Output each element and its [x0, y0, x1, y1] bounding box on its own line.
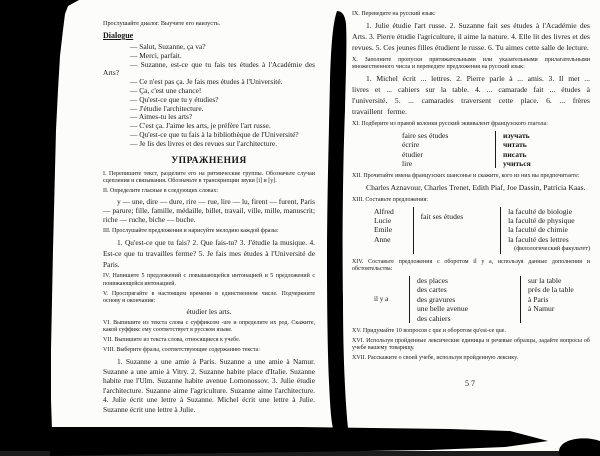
exercise-12-body: Charles Aznavour, Charles Trenet, Edith Piaf, Joe Dassin, Patricia Kaas. [366, 183, 586, 193]
table-cell: la faculté de chimie [508, 225, 568, 235]
book-spine-shadow [327, 11, 348, 433]
table-cell: la faculté des lettres [508, 234, 569, 244]
exercise-3-body: 1. Qu'est-ce que tu fais? 2. Que fais-tu? 3. J'étudie la musique. 4. Est-ce que tu travailles ferme? 5. Je fais mes études à l'Université de Paris. [103, 238, 315, 270]
table-cell: Lucie [374, 216, 392, 226]
exercise-5-body: étudier les arts. [186, 307, 232, 317]
page-number-57: 57 [465, 378, 477, 388]
table-cell: près de la table [528, 285, 574, 295]
table-cell: изучать [503, 130, 530, 140]
dialogue-line: — Je lis des livres et des revues sur l'architecture. [130, 138, 278, 148]
table-cell: учиться [503, 158, 531, 168]
dialogue-heading: Dialogue [103, 31, 134, 40]
table-cell: à Paris [528, 294, 549, 304]
scan-corner-blob [559, 438, 600, 456]
exercise-12-header: XII. Прочитайте имена французских шансонье и скажите, кого из них вы предпочитаете: [352, 173, 580, 180]
faculty-translation-note: (филологический факультет) [514, 245, 591, 253]
exercise-9-body: 1. Julie étudie l'art russe. 2. Suzanne fait ses études à l'Académie des Arts. 3. Pierre étudie l'agriculture, il aime la nature. 4. Elle lit des livres et des revues. 5. Ces jeunes filles étudient le russe. 6. Tu aimes cette salle de lecture. [352, 20, 590, 52]
exercise-10-header: X. Заполните пропуски притяжательными или указательными прилагательными множественного числа и переведите предложения на русский язык: [352, 56, 590, 71]
exercise-3-header: III. Прослушайте предложения и нарисуйте мелодию каждой фразы: [103, 227, 279, 234]
exercise-5-header: V. Проспрягайте в настоящем времени в единственном числе. Подчеркните основу и окончания: [103, 290, 315, 305]
dialogue-line: — J'étudie l'architecture. [130, 103, 204, 113]
exercise-1-header: I. Перепишите текст, разделите его на ритмические группы. Обозначьте случаи сцепления и связывания. Обозначьте в транскрипции звуки [i] и [y]. [103, 170, 315, 184]
dialogue-line: — Aimes-tu les arts? [130, 112, 193, 122]
exercise-8-body: 1. Suzanne a une amie à Paris. Suzanne a une amie à Namur. Suzanne a une amie à Vitry. 2. Suzanne habite place d'Italie. Suzanne habite rue l'Ulm. Suzanne habite avenue Lomonossov. 3. Julie étudie l'architecture. Suzanne aime l'agriculture. Suzanne aime l'architecture. 4. Julie écrit une lettre à Suzanne. Michel écrit une lettre à Julie. Suzanne écrit une lettre à Julie. [103, 357, 315, 415]
dialogue-line: — C'est ça. J'aime les arts, je préfère l'art russe. [130, 121, 271, 131]
dialogue-line: — Ça, c'est une chance! [130, 85, 202, 95]
table-cell: il y a [374, 294, 389, 303]
exercise-14-header: XIV. Составьте предложения с оборотом il y a, используя данные дополнения и обстоятельства: [352, 258, 590, 273]
table-cell: fait ses études [420, 211, 464, 221]
table-cell: Alfred [374, 206, 394, 216]
table-cell: étudier [402, 149, 424, 159]
table-cell: des places [417, 275, 448, 285]
dialogue-line: — Ce n'est pas ça. Je fais mes études à l'Université. [130, 77, 283, 87]
exercise-17-header: XVII. Расскажите о своей учебе, используя пройденную лексику. [352, 355, 518, 362]
dialogue-line: — Merci, parfait. [130, 50, 182, 60]
exercise-16-header: XVI. Используя пройденные лексические единицы и речевые образцы, задайте вопросы об учебе вашему товарищу. [352, 337, 590, 352]
exercise-11-header: XI. Подберите из правой колонки русский эквивалент французского глагола: [352, 120, 548, 127]
dialogue-line: — Qu'est-ce que tu fais à la bibliothèque de l'Université? [130, 129, 299, 139]
exercise-9-header: IX. Переведите на русский язык: [352, 11, 436, 17]
listening-instruction: Прослушайте диалог. Выучите его наизусть. [103, 20, 221, 27]
exercise-2-header: II. Определите гласные в следующих словах: [103, 187, 218, 194]
dialogue-line: — Salut, Suzanne, ça va? [130, 42, 206, 51]
scan-left-black-band [0, 0, 79, 456]
exercise-7-header: VII. Выпишите из текста слова, относящиеся к учебе. [103, 337, 241, 344]
table-cell: Emile [374, 225, 393, 235]
table-cell: des gravures [417, 294, 456, 304]
table-cell: Anne [374, 234, 391, 244]
table-cell: la faculté de biologie [508, 206, 573, 216]
table-cell: faire ses études [402, 130, 449, 140]
table-cell: écrire [402, 140, 420, 150]
exercise-8-header: VIII. Выберите фразы, соответствующие содержанию текста: [103, 347, 260, 354]
table-cell: la faculté de physique [508, 216, 575, 226]
exercises-heading: УПРАЖНЕНИЯ [171, 155, 247, 166]
exercise-13-header: XIII. Составьте предложения: [352, 196, 428, 203]
table-cell: une belle avenue [417, 304, 469, 314]
table-cell: des cahiers [417, 313, 451, 323]
table-cell: lire [402, 158, 413, 168]
dialogue-line: — Suzanne, est-ce que tu fais tes études à l'Académie des Arts? [103, 59, 315, 78]
exercise-10-body: 1. Michel écrit ... lettres. 2. Pierre parle à ... amis. 3. Il met ... livres et ... cahiers sur la table. 4. ... camarade fait ... études à l'université. 5. ... camarades traversent cette place. 6. ... frères travaillent ferme. [352, 74, 590, 116]
table-cell: писать [503, 149, 527, 159]
dialogue-line: — Qu'est-ce que tu y étudies? [130, 94, 219, 104]
exercise-6-header: VI. Выпишите из текста слова с суффиксом -ure и определите их род. Скажите, какой суффикс ему соответствует в русском языке. [103, 319, 315, 334]
exercise-4-header: IV. Напишите 5 предложений с повышающейся интонацией и 5 предложений с понижающейся интонацией. [103, 273, 315, 287]
table-cell: читать [503, 140, 527, 150]
exercise-15-header: XV. Придумайте 10 вопросов с que и оборотом qu'est-ce que. [352, 328, 506, 335]
table-cell: à Namur [528, 304, 555, 314]
exercise-2-body: y — une, dire — dure, rire — rue, lire — lu, firent — furent, Paris — parure; fille, famille, médaille, billet, travail, ville, mille, manuscrit; riche — ruche, biche — buche. [103, 196, 315, 224]
table-cell: sur la table [528, 275, 562, 285]
table-cell: des cartes [417, 285, 447, 295]
